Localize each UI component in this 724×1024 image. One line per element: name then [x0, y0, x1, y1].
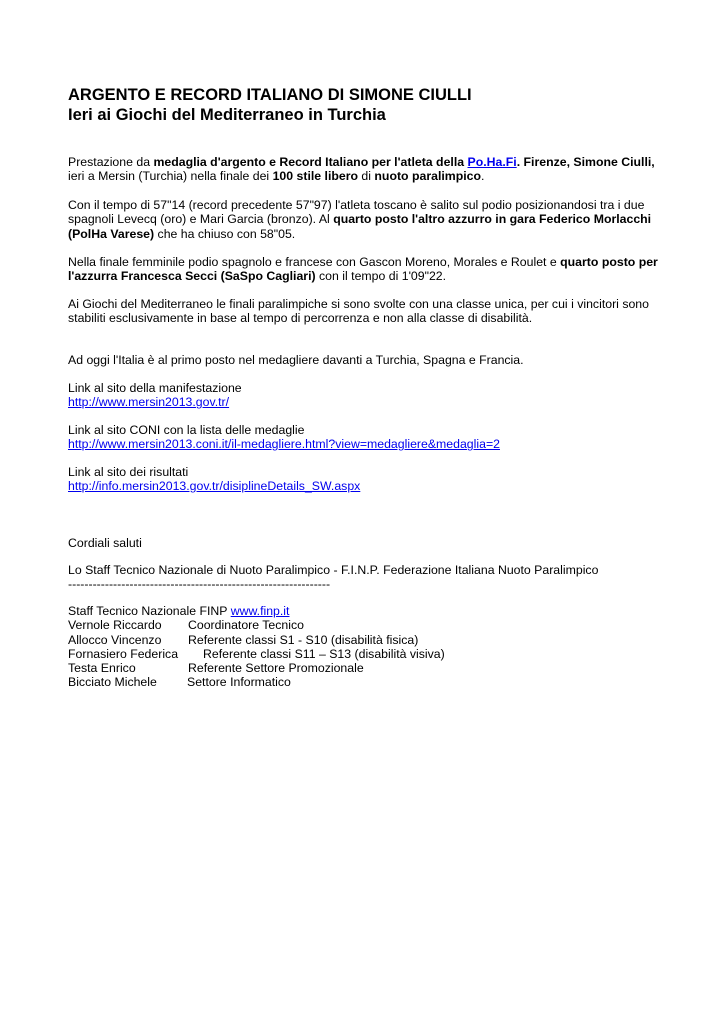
staff-name: Vernole Riccardo [68, 618, 162, 633]
finp-site-link[interactable]: www.finp.it [230, 604, 290, 618]
link-label: Link al sito della manifestazione [68, 381, 242, 395]
link-label: Link al sito dei risultati [68, 465, 189, 479]
link-label: Link al sito CONI con la lista delle medaglie [68, 423, 305, 437]
staff-role: Referente classi S11 – S13 (disabilità visiva) [203, 646, 445, 661]
link-event-site [68, 381, 668, 410]
intro-bold-2: . Firenze, Simone Ciulli, [516, 155, 655, 169]
intro-text-3: di [358, 169, 375, 184]
closing [68, 536, 668, 550]
result-text: Con il tempo di 57"14 (record precedente 57"97) l'atleta toscano è salito sul podio posizionandosi tra i due spagnoli Levecq (oro) e Mari Garcia (bronzo). Al [68, 198, 645, 227]
intro-bold-1: medaglia d'argento e Record Italiano per l'atleta della [153, 155, 468, 169]
title-line-1: ARGENTO E RECORD ITALIANO DI SIMONE CIULLI [68, 86, 472, 104]
staff-name: Fornasiero Federica [68, 646, 179, 661]
title-line-2: Ieri ai Giochi del Mediterraneo in Turchia [68, 105, 386, 124]
paragraph-result [68, 198, 668, 241]
medal-table-text: Ad oggi l'Italia è al primo posto nel medagliere davanti a Turchia, Spagna e Francia. [68, 353, 524, 367]
rules-text: Ai Giochi del Mediterraneo le finali paralimpiche si sono svolte con una classe unica, per cui i vincitori sono stabiliti esclusivamente in base al tempo di percorrenza e non alla classe di disabilità. [68, 297, 649, 326]
paragraph-rules [68, 297, 668, 326]
closing-text: Cordiali saluti [68, 536, 142, 550]
paragraph-women-final [68, 255, 668, 284]
intro-bold-event: 100 stile libero [272, 169, 359, 184]
staff-role: Referente Settore Promozionale [188, 661, 364, 676]
link-results-site [68, 465, 668, 494]
staff-role: Settore Informatico [187, 675, 291, 690]
women-text: Nella finale femminile podio spagnolo e francese con Gascon Moreno, Morales e Roulet e [68, 255, 561, 269]
results-link[interactable]: http://info.mersin2013.gov.tr/disiplineDetails_SW.aspx [68, 479, 361, 494]
article-title [68, 86, 472, 125]
intro-text: Prestazione da [68, 155, 154, 169]
signature-block [68, 563, 668, 592]
staff-heading: Staff Tecnico Nazionale FINP [68, 604, 231, 618]
staff-row [68, 675, 668, 689]
staff-list [68, 604, 668, 690]
intro-text-2: ieri a Mersin (Turchia) nella finale dei [68, 169, 273, 184]
staff-name: Bicciato Michele [68, 675, 157, 690]
women-text-2: con il tempo di 1'09"22. [315, 269, 447, 284]
coni-medals-link[interactable]: http://www.mersin2013.coni.it/il-medagliere.html?view=medagliere&medaglia=2 [68, 437, 500, 452]
result-text-2: che ha chiuso con 58"05. [154, 226, 296, 241]
staff-row [68, 661, 668, 675]
staff-name: Allocco Vincenzo [68, 632, 162, 647]
staff-row [68, 618, 668, 632]
staff-row [68, 633, 668, 647]
intro-bold-sport: nuoto paralimpico [374, 169, 481, 184]
intro-text-4: . [481, 169, 485, 184]
result-bold: quarto posto l'altro azzurro in gara Federico Morlacchi (PolHa Varese) [68, 212, 652, 241]
staff-role: Coordinatore Tecnico [188, 618, 304, 633]
signature-text: Lo Staff Tecnico Nazionale di Nuoto Paralimpico - F.I.N.P. Federazione Italiana Nuoto Paralimpico [68, 563, 599, 577]
event-site-link[interactable]: http://www.mersin2013.gov.tr/ [68, 395, 230, 410]
staff-role: Referente classi S1 - S10 (disabilità fisica) [188, 632, 419, 647]
staff-name: Testa Enrico [68, 661, 136, 676]
separator-line: ---------------------------------------------------------------- [68, 577, 331, 592]
paragraph-intro [68, 155, 668, 184]
link-coni-site [68, 423, 668, 452]
paragraph-medal-table [68, 353, 668, 367]
pohafi-link[interactable]: Po.Ha.Fi [467, 155, 517, 169]
staff-row [68, 647, 668, 661]
women-bold: quarto posto per l'azzurra Francesca Secci (SaSpo Cagliari) [68, 255, 658, 284]
